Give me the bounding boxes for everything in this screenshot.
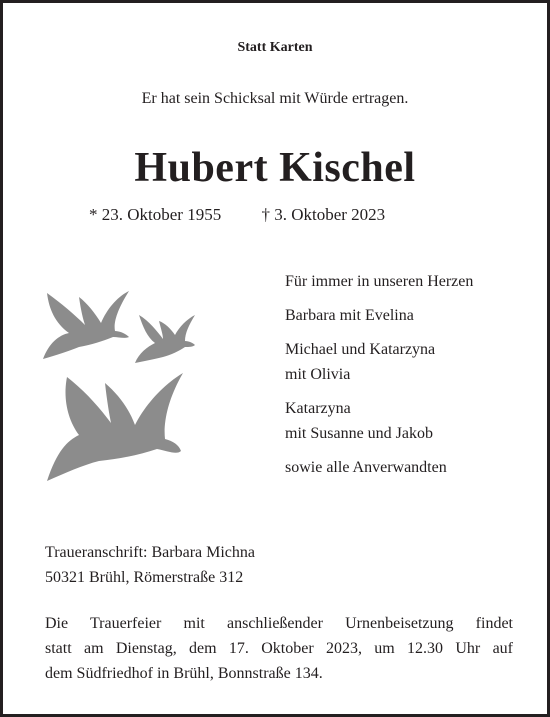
mourners-list [285,269,473,480]
dove-icon [135,315,195,363]
list-item: Michael und Katarzyna [285,341,436,358]
list-item: mit Olivia [285,366,351,383]
list-item: sowie alle Anverwandten [285,459,447,476]
list-item: Katarzyna [285,400,351,417]
list-item: Für immer in unseren Herzen [285,273,474,290]
motto: Er hat sein Schicksal mit Würde ertragen. [141,90,409,107]
address-line: Traueranschrift: Barbara Michna [45,544,255,561]
service-line: statt am Dienstag, dem 17. Oktober 2023, um 12.30 Uhr auf [45,640,513,657]
funeral-service-info [45,611,513,686]
life-dates [89,205,385,225]
service-line: Die Trauerfeier mit anschließender Urnenbeisetzung findet [45,615,513,632]
header-statt-karten: Statt Karten [237,40,313,55]
dove-icon [47,373,183,481]
deceased-name: Hubert Kischel [134,145,416,191]
condolence-address [45,540,255,590]
birth-date: * 23. Oktober 1955 [89,205,222,224]
three-doves-icon [39,285,199,495]
death-date: † 3. Oktober 2023 [261,205,386,224]
list-item: mit Susanne und Jakob [285,425,433,442]
service-line: dem Südfriedhof in Brühl, Bonnstraße 134. [45,665,323,682]
list-item: Barbara mit Evelina [285,307,414,324]
address-line: 50321 Brühl, Römerstraße 312 [45,569,244,586]
dove-icon [43,291,129,359]
